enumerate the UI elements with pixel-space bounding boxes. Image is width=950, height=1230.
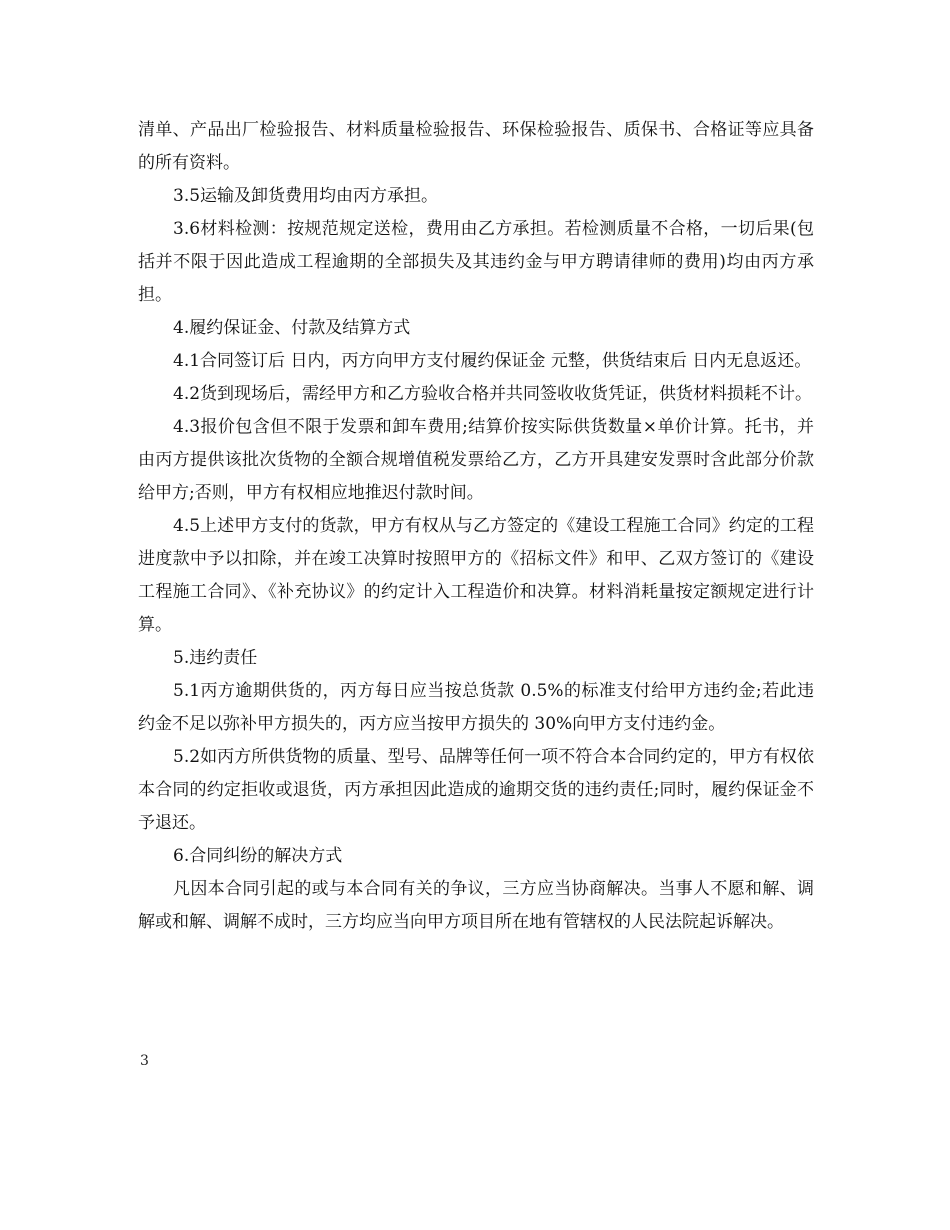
paragraph-4-3-pricing: 4.3报价包含但不限于发票和卸车费用;结算价按实际供货数量×单价计算。托书，并由丙方提供该批次货物的全额合规增值税发票给乙方，乙方开具建安发票时含此部分价款给甲方;否则，甲方有权相应地推迟付款时间。 <box>138 417 814 503</box>
heading-section-4: 4.履约保证金、付款及结算方式 <box>173 318 411 338</box>
paragraph-5-1-late-delivery: 5.1丙方逾期供货的，丙方每日应当按总货款 0.5%的标准支付给甲方违约金;若此违约金不足以弥补甲方损失的，丙方应当按甲方损失的 30%向甲方支付违约金。 <box>138 681 814 734</box>
paragraph-3-6-testing: 3.6材料检测：按规范规定送检，费用由乙方承担。若检测质量不合格，一切后果(包括并不限于因此造成工程逾期的全部损失及其违约金与甲方聘请律师的费用)均由丙方承担。 <box>138 219 814 305</box>
paragraph-dispute-resolution: 凡因本合同引起的或与本合同有关的争议，三方应当协商解决。当事人不愿和解、调解或和解、调解不成时，三方均应当向甲方项目所在地有管辖权的人民法院起诉解决。 <box>138 879 814 932</box>
paragraph-3-5-transport: 3.5运输及卸货费用均由丙方承担。 <box>173 186 439 206</box>
paragraph-5-2-quality-breach: 5.2如丙方所供货物的质量、型号、品牌等任何一项不符合本合同约定的，甲方有权依本合同的约定拒收或退货，丙方承担因此造成的逾期交货的违约责任;同时，履约保证金不予退还。 <box>138 747 814 833</box>
paragraph-materials-list: 清单、产品出厂检验报告、材料质量检验报告、环保检验报告、质保书、合格证等应具备的所有资料。 <box>138 120 814 173</box>
paragraph-4-2-acceptance: 4.2货到现场后，需经甲方和乙方验收合格并共同签收收货凭证，供货材料损耗不计。 <box>173 384 813 404</box>
paragraph-4-5-deduction: 4.5上述甲方支付的货款，甲方有权从与乙方签定的《建设工程施工合同》约定的工程进度款中予以扣除，并在竣工决算时按照甲方的《招标文件》和甲、乙双方签订的《建设工程施工合同》、《补充协议》的约定计入工程造价和决算。材料消耗量按定额规定进行计算。 <box>138 516 814 635</box>
contract-body <box>138 114 814 939</box>
heading-section-5: 5.违约责任 <box>173 648 258 668</box>
page-number: 3 <box>140 1053 149 1069</box>
heading-section-6: 6.合同纠纷的解决方式 <box>173 846 343 866</box>
paragraph-4-1-deposit: 4.1合同签订后 日内，丙方向甲方支付履约保证金 元整，供货结束后 日内无息返还。 <box>173 351 812 371</box>
